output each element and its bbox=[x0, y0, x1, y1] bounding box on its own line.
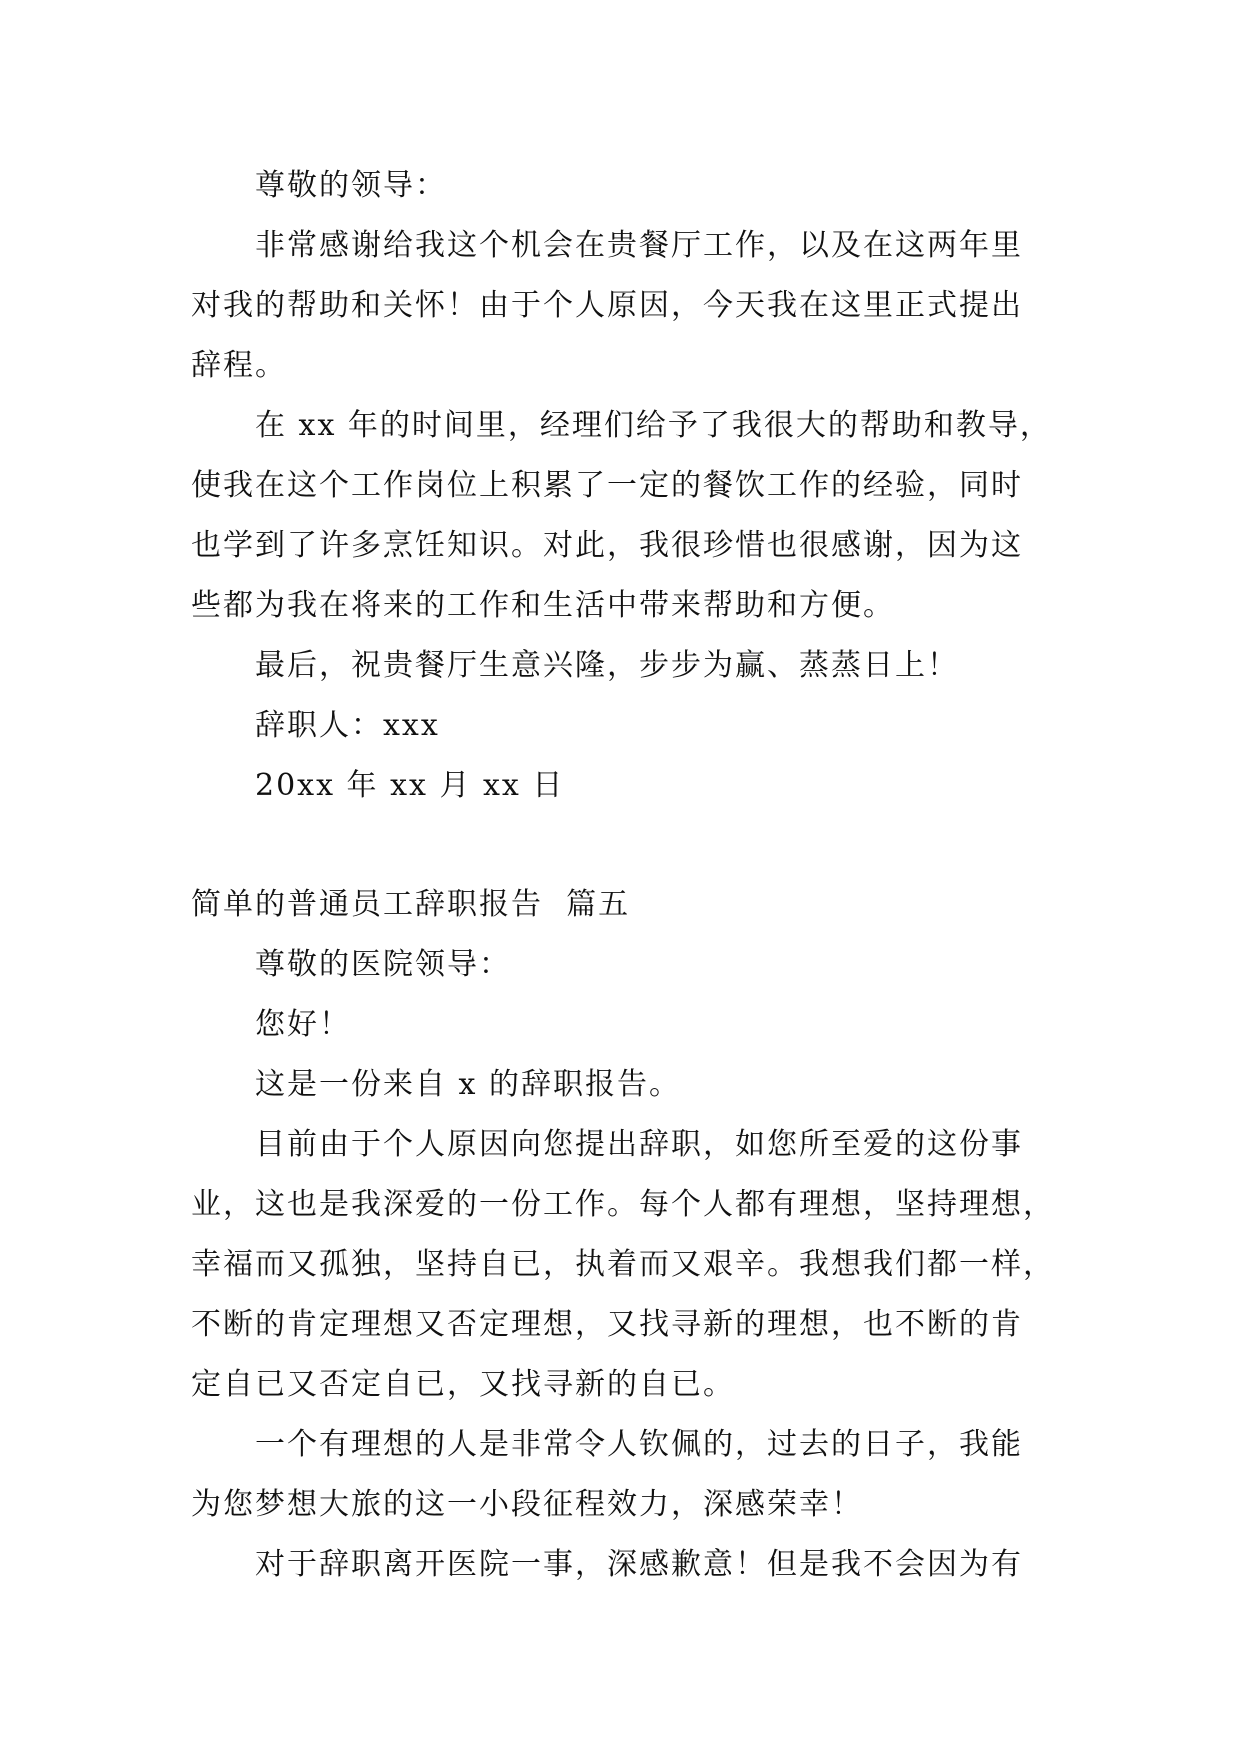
paragraph-line: 一个有理想的人是非常令人钦佩的，过去的日子，我能 bbox=[255, 1427, 1023, 1462]
paragraph-line: 对于辞职离开医院一事，深感歉意！但是我不会因为有 bbox=[255, 1547, 1023, 1582]
section-title: 简单的普通员工辞职报告 篇五 bbox=[191, 887, 631, 922]
paragraph-line: 也学到了许多烹饪知识。对此，我很珍惜也很感谢，因为这 bbox=[191, 528, 1023, 563]
paragraph-line: 对我的帮助和关怀！由于个人原因，今天我在这里正式提出 bbox=[191, 288, 1023, 323]
paragraph-line: 非常感谢给我这个机会在贵餐厅工作，以及在这两年里 bbox=[255, 228, 1023, 263]
document-page bbox=[191, 156, 1055, 1595]
date-line: 20xx 年 xx 月 xx 日 bbox=[255, 768, 565, 803]
closing-line: 最后，祝贵餐厅生意兴隆，步步为赢、蒸蒸日上！ bbox=[255, 648, 959, 683]
paragraph-line: 定自已又否定自已，又找寻新的自已。 bbox=[191, 1367, 735, 1402]
paragraph-line: 不断的肯定理想又否定理想，又找寻新的理想，也不断的肯 bbox=[191, 1307, 1023, 1342]
signer: 辞职人：xxx bbox=[255, 708, 440, 743]
paragraph-line: 辞程。 bbox=[191, 348, 287, 383]
paragraph-line: 幸福而又孤独，坚持自已，执着而又艰辛。我想我们都一样， bbox=[191, 1247, 1055, 1282]
paragraph-line: 在 xx 年的时间里，经理们给予了我很大的帮助和教导， bbox=[255, 408, 1052, 443]
intro-line: 这是一份来自 x 的辞职报告。 bbox=[255, 1067, 681, 1102]
paragraph-line: 业，这也是我深爱的一份工作。每个人都有理想，坚持理想， bbox=[191, 1187, 1055, 1222]
paragraph-line: 目前由于个人原因向您提出辞职，如您所至爱的这份事 bbox=[255, 1127, 1023, 1162]
paragraph-line: 些都为我在将来的工作和生活中带来帮助和方便。 bbox=[191, 588, 895, 623]
section-gap bbox=[191, 816, 1051, 875]
salutation: 尊敬的医院领导： bbox=[255, 947, 511, 982]
salutation: 尊敬的领导： bbox=[255, 168, 447, 203]
greeting: 您好！ bbox=[255, 1007, 351, 1042]
paragraph-line: 为您梦想大旅的这一小段征程效力，深感荣幸！ bbox=[191, 1487, 863, 1522]
paragraph-line: 使我在这个工作岗位上积累了一定的餐饮工作的经验，同时 bbox=[191, 468, 1023, 503]
